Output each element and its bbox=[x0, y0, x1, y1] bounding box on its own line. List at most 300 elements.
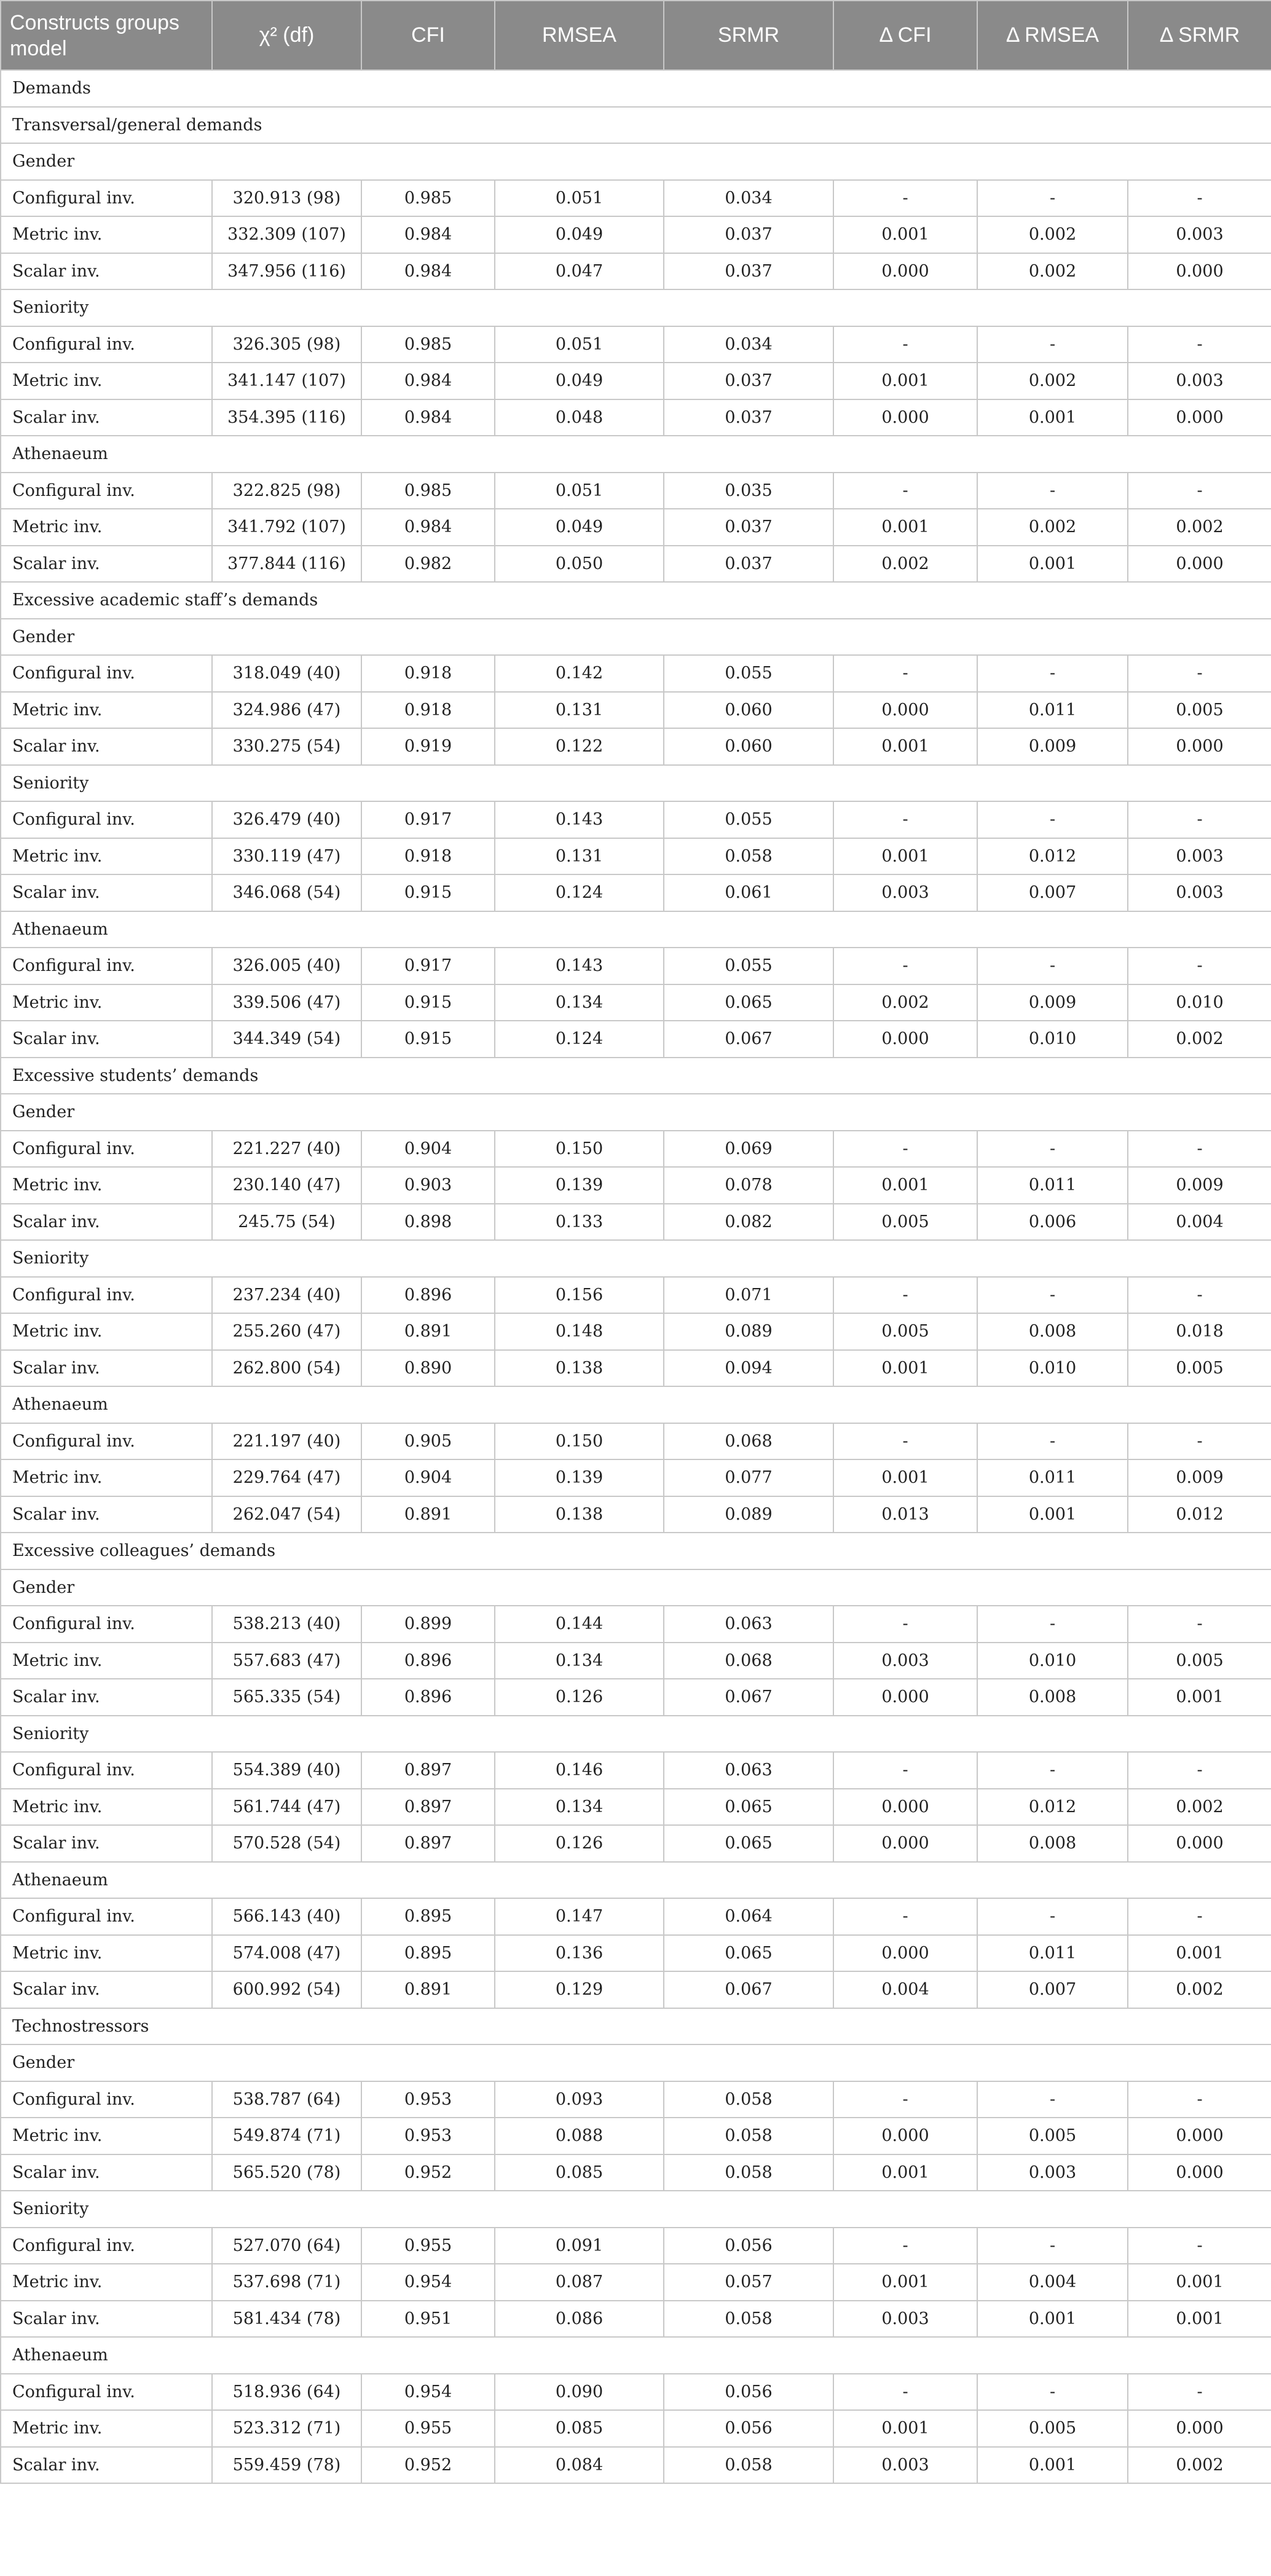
cell-delta-rmsea: - bbox=[977, 2081, 1128, 2118]
cell-delta-srmr: 0.002 bbox=[1128, 509, 1271, 546]
cell-rmsea: 0.088 bbox=[495, 2118, 664, 2154]
cell-delta-srmr: 0.000 bbox=[1128, 253, 1271, 290]
cell-delta-srmr: 0.005 bbox=[1128, 1350, 1271, 1387]
cell-chi-square: 330.275 (54) bbox=[212, 728, 361, 765]
cell-cfi: 0.903 bbox=[361, 1167, 495, 1204]
cell-chi-square: 229.764 (47) bbox=[212, 1459, 361, 1496]
table-row bbox=[1, 1313, 1271, 1350]
cell-delta-srmr: - bbox=[1128, 1606, 1271, 1643]
cell-delta-rmsea: 0.011 bbox=[977, 1935, 1128, 1972]
cell-model: Scalar inv. bbox=[1, 1350, 212, 1387]
section-label: Seniority bbox=[1, 289, 1271, 326]
table-row bbox=[1, 1971, 1271, 2008]
cell-model: Configural inv. bbox=[1, 1423, 212, 1460]
cell-delta-cfi: - bbox=[833, 2374, 977, 2411]
cell-model: Metric inv. bbox=[1, 2410, 212, 2447]
cell-delta-srmr: - bbox=[1128, 2374, 1271, 2411]
cell-cfi: 0.954 bbox=[361, 2264, 495, 2301]
section-label: Seniority bbox=[1, 1716, 1271, 1753]
cell-model: Metric inv. bbox=[1, 2264, 212, 2301]
cell-cfi: 0.984 bbox=[361, 216, 495, 253]
cell-cfi: 0.919 bbox=[361, 728, 495, 765]
cell-srmr: 0.067 bbox=[664, 1679, 833, 1716]
cell-delta-srmr: 0.010 bbox=[1128, 984, 1271, 1021]
cell-rmsea: 0.051 bbox=[495, 180, 664, 217]
cell-delta-rmsea: 0.002 bbox=[977, 509, 1128, 546]
cell-chi-square: 326.479 (40) bbox=[212, 801, 361, 838]
table-row bbox=[1, 984, 1271, 1021]
cell-chi-square: 538.213 (40) bbox=[212, 1606, 361, 1643]
cell-chi-square: 377.844 (116) bbox=[212, 546, 361, 583]
cell-cfi: 0.918 bbox=[361, 655, 495, 692]
cell-delta-cfi: 0.001 bbox=[833, 216, 977, 253]
cell-chi-square: 523.312 (71) bbox=[212, 2410, 361, 2447]
cell-rmsea: 0.129 bbox=[495, 1971, 664, 2008]
cell-cfi: 0.895 bbox=[361, 1898, 495, 1935]
cell-model: Scalar inv. bbox=[1, 728, 212, 765]
table-row bbox=[1, 2410, 1271, 2447]
cell-delta-srmr: 0.005 bbox=[1128, 1643, 1271, 1679]
cell-srmr: 0.068 bbox=[664, 1643, 833, 1679]
cell-delta-rmsea: 0.007 bbox=[977, 1971, 1128, 2008]
cell-rmsea: 0.050 bbox=[495, 546, 664, 583]
cell-delta-srmr: - bbox=[1128, 326, 1271, 363]
header-chi-square: χ² (df) bbox=[212, 1, 361, 70]
table-row bbox=[1, 1131, 1271, 1168]
cell-cfi: 0.897 bbox=[361, 1825, 495, 1862]
cell-model: Scalar inv. bbox=[1, 399, 212, 436]
cell-cfi: 0.982 bbox=[361, 546, 495, 583]
cell-delta-cfi: 0.000 bbox=[833, 2118, 977, 2154]
cell-delta-cfi: 0.001 bbox=[833, 2264, 977, 2301]
section-row bbox=[1, 1716, 1271, 1753]
cell-delta-cfi: - bbox=[833, 473, 977, 509]
cell-chi-square: 326.305 (98) bbox=[212, 326, 361, 363]
cell-delta-cfi: 0.000 bbox=[833, 1825, 977, 1862]
cell-chi-square: 341.147 (107) bbox=[212, 363, 361, 399]
cell-srmr: 0.058 bbox=[664, 838, 833, 875]
cell-srmr: 0.089 bbox=[664, 1496, 833, 1533]
section-label: Athenaeum bbox=[1, 2337, 1271, 2374]
cell-delta-srmr: 0.001 bbox=[1128, 2301, 1271, 2338]
cell-model: Configural inv. bbox=[1, 326, 212, 363]
cell-delta-cfi: 0.005 bbox=[833, 1204, 977, 1241]
cell-delta-cfi: - bbox=[833, 1606, 977, 1643]
table-row bbox=[1, 801, 1271, 838]
cell-rmsea: 0.136 bbox=[495, 1935, 664, 1972]
cell-cfi: 0.897 bbox=[361, 1789, 495, 1826]
section-label: Athenaeum bbox=[1, 911, 1271, 948]
cell-chi-square: 600.992 (54) bbox=[212, 1971, 361, 2008]
cell-delta-srmr: 0.002 bbox=[1128, 2447, 1271, 2484]
cell-model: Metric inv. bbox=[1, 1935, 212, 1972]
cell-rmsea: 0.124 bbox=[495, 874, 664, 911]
cell-model: Configural inv. bbox=[1, 180, 212, 217]
cell-cfi: 0.897 bbox=[361, 1752, 495, 1789]
cell-delta-srmr: 0.002 bbox=[1128, 1789, 1271, 1826]
cell-delta-rmsea: 0.002 bbox=[977, 253, 1128, 290]
cell-chi-square: 561.744 (47) bbox=[212, 1789, 361, 1826]
cell-srmr: 0.056 bbox=[664, 2410, 833, 2447]
cell-delta-rmsea: 0.010 bbox=[977, 1350, 1128, 1387]
cell-model: Configural inv. bbox=[1, 655, 212, 692]
cell-chi-square: 341.792 (107) bbox=[212, 509, 361, 546]
cell-delta-srmr: 0.000 bbox=[1128, 399, 1271, 436]
cell-srmr: 0.065 bbox=[664, 984, 833, 1021]
cell-delta-rmsea: - bbox=[977, 180, 1128, 217]
cell-srmr: 0.064 bbox=[664, 1898, 833, 1935]
cell-rmsea: 0.138 bbox=[495, 1496, 664, 1533]
section-label: Demands bbox=[1, 70, 1271, 107]
cell-rmsea: 0.143 bbox=[495, 801, 664, 838]
cell-delta-srmr: 0.000 bbox=[1128, 2118, 1271, 2154]
cell-delta-srmr: - bbox=[1128, 473, 1271, 509]
cell-cfi: 0.891 bbox=[361, 1971, 495, 2008]
cell-chi-square: 320.913 (98) bbox=[212, 180, 361, 217]
cell-srmr: 0.060 bbox=[664, 692, 833, 729]
section-row bbox=[1, 1094, 1271, 1131]
cell-srmr: 0.037 bbox=[664, 216, 833, 253]
section-row bbox=[1, 911, 1271, 948]
cell-chi-square: 559.459 (78) bbox=[212, 2447, 361, 2484]
table-row bbox=[1, 2264, 1271, 2301]
cell-delta-cfi: 0.001 bbox=[833, 1459, 977, 1496]
section-row bbox=[1, 70, 1271, 107]
cell-cfi: 0.915 bbox=[361, 1021, 495, 1058]
cell-cfi: 0.915 bbox=[361, 874, 495, 911]
cell-srmr: 0.065 bbox=[664, 1789, 833, 1826]
section-label: Athenaeum bbox=[1, 436, 1271, 473]
header-constructs: Constructs groups model bbox=[1, 1, 212, 70]
cell-rmsea: 0.049 bbox=[495, 363, 664, 399]
cell-delta-cfi: 0.001 bbox=[833, 1350, 977, 1387]
cell-srmr: 0.055 bbox=[664, 655, 833, 692]
cell-srmr: 0.035 bbox=[664, 473, 833, 509]
cell-srmr: 0.058 bbox=[664, 2301, 833, 2338]
cell-chi-square: 537.698 (71) bbox=[212, 2264, 361, 2301]
cell-model: Scalar inv. bbox=[1, 2301, 212, 2338]
section-row bbox=[1, 107, 1271, 144]
cell-chi-square: 332.309 (107) bbox=[212, 216, 361, 253]
cell-delta-srmr: - bbox=[1128, 655, 1271, 692]
cell-delta-rmsea: 0.011 bbox=[977, 1459, 1128, 1496]
cell-delta-rmsea: 0.006 bbox=[977, 1204, 1128, 1241]
cell-rmsea: 0.084 bbox=[495, 2447, 664, 2484]
section-row bbox=[1, 1058, 1271, 1094]
cell-delta-srmr: 0.001 bbox=[1128, 1935, 1271, 1972]
table-row bbox=[1, 2154, 1271, 2191]
table-row bbox=[1, 874, 1271, 911]
cell-delta-cfi: - bbox=[833, 326, 977, 363]
cell-rmsea: 0.048 bbox=[495, 399, 664, 436]
cell-delta-srmr: - bbox=[1128, 948, 1271, 984]
cell-delta-cfi: 0.003 bbox=[833, 2301, 977, 2338]
table-row bbox=[1, 1167, 1271, 1204]
cell-delta-cfi: 0.000 bbox=[833, 692, 977, 729]
cell-model: Configural inv. bbox=[1, 473, 212, 509]
cell-rmsea: 0.049 bbox=[495, 216, 664, 253]
section-row bbox=[1, 1533, 1271, 1569]
section-label: Gender bbox=[1, 1569, 1271, 1606]
header-delta-rmsea: Δ RMSEA bbox=[977, 1, 1128, 70]
cell-rmsea: 0.091 bbox=[495, 2228, 664, 2264]
cell-srmr: 0.067 bbox=[664, 1021, 833, 1058]
cell-delta-srmr: - bbox=[1128, 1752, 1271, 1789]
cell-rmsea: 0.085 bbox=[495, 2154, 664, 2191]
cell-cfi: 0.953 bbox=[361, 2118, 495, 2154]
cell-delta-rmsea: - bbox=[977, 2228, 1128, 2264]
cell-model: Scalar inv. bbox=[1, 1021, 212, 1058]
cell-model: Metric inv. bbox=[1, 216, 212, 253]
cell-delta-rmsea: - bbox=[977, 1131, 1128, 1168]
cell-model: Configural inv. bbox=[1, 2374, 212, 2411]
cell-delta-rmsea: - bbox=[977, 1752, 1128, 1789]
cell-model: Configural inv. bbox=[1, 801, 212, 838]
cell-delta-rmsea: 0.012 bbox=[977, 1789, 1128, 1826]
cell-rmsea: 0.090 bbox=[495, 2374, 664, 2411]
cell-model: Metric inv. bbox=[1, 1459, 212, 1496]
cell-model: Metric inv. bbox=[1, 1643, 212, 1679]
cell-model: Scalar inv. bbox=[1, 253, 212, 290]
cell-delta-rmsea: - bbox=[977, 326, 1128, 363]
cell-delta-rmsea: 0.002 bbox=[977, 363, 1128, 399]
table-row bbox=[1, 326, 1271, 363]
cell-cfi: 0.985 bbox=[361, 326, 495, 363]
cell-srmr: 0.094 bbox=[664, 1350, 833, 1387]
cell-srmr: 0.060 bbox=[664, 728, 833, 765]
cell-rmsea: 0.150 bbox=[495, 1131, 664, 1168]
cell-rmsea: 0.142 bbox=[495, 655, 664, 692]
section-label: Athenaeum bbox=[1, 1862, 1271, 1899]
cell-rmsea: 0.156 bbox=[495, 1277, 664, 1314]
cell-model: Metric inv. bbox=[1, 509, 212, 546]
cell-cfi: 0.985 bbox=[361, 473, 495, 509]
cell-srmr: 0.068 bbox=[664, 1423, 833, 1460]
cell-delta-rmsea: 0.011 bbox=[977, 1167, 1128, 1204]
cell-delta-rmsea: - bbox=[977, 473, 1128, 509]
cell-cfi: 0.952 bbox=[361, 2154, 495, 2191]
cell-rmsea: 0.134 bbox=[495, 1789, 664, 1826]
cell-rmsea: 0.049 bbox=[495, 509, 664, 546]
cell-delta-cfi: 0.004 bbox=[833, 1971, 977, 2008]
table-row bbox=[1, 2374, 1271, 2411]
section-row bbox=[1, 143, 1271, 180]
cell-rmsea: 0.051 bbox=[495, 473, 664, 509]
cell-delta-cfi: - bbox=[833, 1423, 977, 1460]
cell-delta-rmsea: 0.001 bbox=[977, 546, 1128, 583]
section-row bbox=[1, 582, 1271, 619]
cell-rmsea: 0.139 bbox=[495, 1167, 664, 1204]
cell-delta-rmsea: 0.008 bbox=[977, 1313, 1128, 1350]
cell-delta-cfi: 0.000 bbox=[833, 399, 977, 436]
cell-delta-rmsea: 0.011 bbox=[977, 692, 1128, 729]
cell-model: Configural inv. bbox=[1, 2081, 212, 2118]
cell-chi-square: 565.335 (54) bbox=[212, 1679, 361, 1716]
cell-delta-srmr: 0.004 bbox=[1128, 1204, 1271, 1241]
cell-model: Metric inv. bbox=[1, 838, 212, 875]
cell-delta-rmsea: 0.005 bbox=[977, 2410, 1128, 2447]
cell-chi-square: 549.874 (71) bbox=[212, 2118, 361, 2154]
cell-srmr: 0.058 bbox=[664, 2118, 833, 2154]
cell-delta-srmr: 0.000 bbox=[1128, 728, 1271, 765]
cell-srmr: 0.077 bbox=[664, 1459, 833, 1496]
cell-delta-rmsea: 0.001 bbox=[977, 1496, 1128, 1533]
cell-delta-rmsea: 0.004 bbox=[977, 2264, 1128, 2301]
cell-cfi: 0.896 bbox=[361, 1679, 495, 1716]
cell-delta-srmr: - bbox=[1128, 2228, 1271, 2264]
cell-chi-square: 230.140 (47) bbox=[212, 1167, 361, 1204]
cell-srmr: 0.067 bbox=[664, 1971, 833, 2008]
cell-delta-srmr: 0.003 bbox=[1128, 216, 1271, 253]
cell-delta-cfi: - bbox=[833, 1752, 977, 1789]
cell-delta-cfi: 0.000 bbox=[833, 1679, 977, 1716]
cell-srmr: 0.089 bbox=[664, 1313, 833, 1350]
cell-rmsea: 0.051 bbox=[495, 326, 664, 363]
cell-model: Scalar inv. bbox=[1, 1496, 212, 1533]
table-row bbox=[1, 363, 1271, 399]
cell-srmr: 0.058 bbox=[664, 2081, 833, 2118]
cell-chi-square: 565.520 (78) bbox=[212, 2154, 361, 2191]
section-label: Transversal/general demands bbox=[1, 107, 1271, 144]
table-row bbox=[1, 1643, 1271, 1679]
cell-delta-srmr: - bbox=[1128, 2081, 1271, 2118]
cell-model: Scalar inv. bbox=[1, 1825, 212, 1862]
cell-cfi: 0.896 bbox=[361, 1277, 495, 1314]
cell-rmsea: 0.134 bbox=[495, 1643, 664, 1679]
cell-delta-cfi: - bbox=[833, 1131, 977, 1168]
cell-rmsea: 0.093 bbox=[495, 2081, 664, 2118]
cell-rmsea: 0.126 bbox=[495, 1679, 664, 1716]
section-label: Gender bbox=[1, 1094, 1271, 1131]
section-row bbox=[1, 2337, 1271, 2374]
section-label: Excessive colleagues’ demands bbox=[1, 1533, 1271, 1569]
cell-model: Scalar inv. bbox=[1, 546, 212, 583]
cell-srmr: 0.056 bbox=[664, 2374, 833, 2411]
cell-srmr: 0.056 bbox=[664, 2228, 833, 2264]
table-row bbox=[1, 546, 1271, 583]
cell-srmr: 0.061 bbox=[664, 874, 833, 911]
section-row bbox=[1, 765, 1271, 802]
cell-delta-cfi: 0.013 bbox=[833, 1496, 977, 1533]
table-row bbox=[1, 180, 1271, 217]
cell-delta-rmsea: - bbox=[977, 2374, 1128, 2411]
cell-delta-srmr: 0.000 bbox=[1128, 2410, 1271, 2447]
cell-delta-rmsea: 0.007 bbox=[977, 874, 1128, 911]
table-row bbox=[1, 728, 1271, 765]
cell-chi-square: 326.005 (40) bbox=[212, 948, 361, 984]
cell-delta-rmsea: 0.010 bbox=[977, 1643, 1128, 1679]
cell-rmsea: 0.147 bbox=[495, 1898, 664, 1935]
section-row bbox=[1, 619, 1271, 656]
cell-chi-square: 237.234 (40) bbox=[212, 1277, 361, 1314]
cell-model: Scalar inv. bbox=[1, 2154, 212, 2191]
cell-delta-srmr: 0.018 bbox=[1128, 1313, 1271, 1350]
section-label: Technostressors bbox=[1, 2008, 1271, 2045]
cell-rmsea: 0.134 bbox=[495, 984, 664, 1021]
cell-model: Metric inv. bbox=[1, 692, 212, 729]
table-row bbox=[1, 655, 1271, 692]
cell-delta-cfi: - bbox=[833, 180, 977, 217]
cell-delta-cfi: - bbox=[833, 801, 977, 838]
cell-srmr: 0.065 bbox=[664, 1935, 833, 1972]
section-row bbox=[1, 289, 1271, 326]
cell-rmsea: 0.086 bbox=[495, 2301, 664, 2338]
cell-delta-srmr: 0.012 bbox=[1128, 1496, 1271, 1533]
cell-cfi: 0.954 bbox=[361, 2374, 495, 2411]
cell-cfi: 0.895 bbox=[361, 1935, 495, 1972]
cell-delta-cfi: - bbox=[833, 655, 977, 692]
cell-rmsea: 0.138 bbox=[495, 1350, 664, 1387]
cell-delta-srmr: 0.009 bbox=[1128, 1459, 1271, 1496]
cell-delta-srmr: 0.003 bbox=[1128, 838, 1271, 875]
table-row bbox=[1, 216, 1271, 253]
table-row bbox=[1, 1496, 1271, 1533]
cell-chi-square: 538.787 (64) bbox=[212, 2081, 361, 2118]
cell-rmsea: 0.133 bbox=[495, 1204, 664, 1241]
cell-model: Configural inv. bbox=[1, 1898, 212, 1935]
cell-model: Scalar inv. bbox=[1, 1204, 212, 1241]
cell-cfi: 0.984 bbox=[361, 363, 495, 399]
cell-cfi: 0.955 bbox=[361, 2228, 495, 2264]
cell-delta-rmsea: 0.008 bbox=[977, 1825, 1128, 1862]
cell-delta-cfi: - bbox=[833, 1898, 977, 1935]
cell-cfi: 0.896 bbox=[361, 1643, 495, 1679]
cell-cfi: 0.952 bbox=[361, 2447, 495, 2484]
cell-srmr: 0.037 bbox=[664, 546, 833, 583]
section-label: Seniority bbox=[1, 1240, 1271, 1277]
cell-delta-rmsea: 0.001 bbox=[977, 399, 1128, 436]
cell-delta-rmsea: 0.012 bbox=[977, 838, 1128, 875]
cell-chi-square: 344.349 (54) bbox=[212, 1021, 361, 1058]
cell-cfi: 0.953 bbox=[361, 2081, 495, 2118]
cell-srmr: 0.058 bbox=[664, 2447, 833, 2484]
cell-rmsea: 0.150 bbox=[495, 1423, 664, 1460]
cell-srmr: 0.037 bbox=[664, 509, 833, 546]
cell-chi-square: 221.197 (40) bbox=[212, 1423, 361, 1460]
cell-delta-rmsea: 0.005 bbox=[977, 2118, 1128, 2154]
cell-cfi: 0.898 bbox=[361, 1204, 495, 1241]
cell-rmsea: 0.047 bbox=[495, 253, 664, 290]
header-srmr: SRMR bbox=[664, 1, 833, 70]
cell-delta-srmr: - bbox=[1128, 1423, 1271, 1460]
table-row bbox=[1, 1825, 1271, 1862]
section-row bbox=[1, 1862, 1271, 1899]
table-row bbox=[1, 1350, 1271, 1387]
cell-delta-rmsea: 0.009 bbox=[977, 984, 1128, 1021]
cell-delta-cfi: 0.003 bbox=[833, 1643, 977, 1679]
cell-cfi: 0.984 bbox=[361, 509, 495, 546]
section-label: Excessive academic staff’s demands bbox=[1, 582, 1271, 619]
cell-chi-square: 255.260 (47) bbox=[212, 1313, 361, 1350]
header-cfi: CFI bbox=[361, 1, 495, 70]
cell-rmsea: 0.144 bbox=[495, 1606, 664, 1643]
cell-model: Configural inv. bbox=[1, 1606, 212, 1643]
table-row bbox=[1, 1679, 1271, 1716]
cell-cfi: 0.899 bbox=[361, 1606, 495, 1643]
cell-chi-square: 221.227 (40) bbox=[212, 1131, 361, 1168]
cell-chi-square: 347.956 (116) bbox=[212, 253, 361, 290]
cell-delta-srmr: - bbox=[1128, 801, 1271, 838]
cell-srmr: 0.055 bbox=[664, 948, 833, 984]
cell-cfi: 0.904 bbox=[361, 1459, 495, 1496]
cell-srmr: 0.055 bbox=[664, 801, 833, 838]
cell-model: Metric inv. bbox=[1, 363, 212, 399]
table-row bbox=[1, 1459, 1271, 1496]
cell-chi-square: 581.434 (78) bbox=[212, 2301, 361, 2338]
cell-delta-cfi: 0.001 bbox=[833, 509, 977, 546]
cell-chi-square: 339.506 (47) bbox=[212, 984, 361, 1021]
table-row bbox=[1, 399, 1271, 436]
